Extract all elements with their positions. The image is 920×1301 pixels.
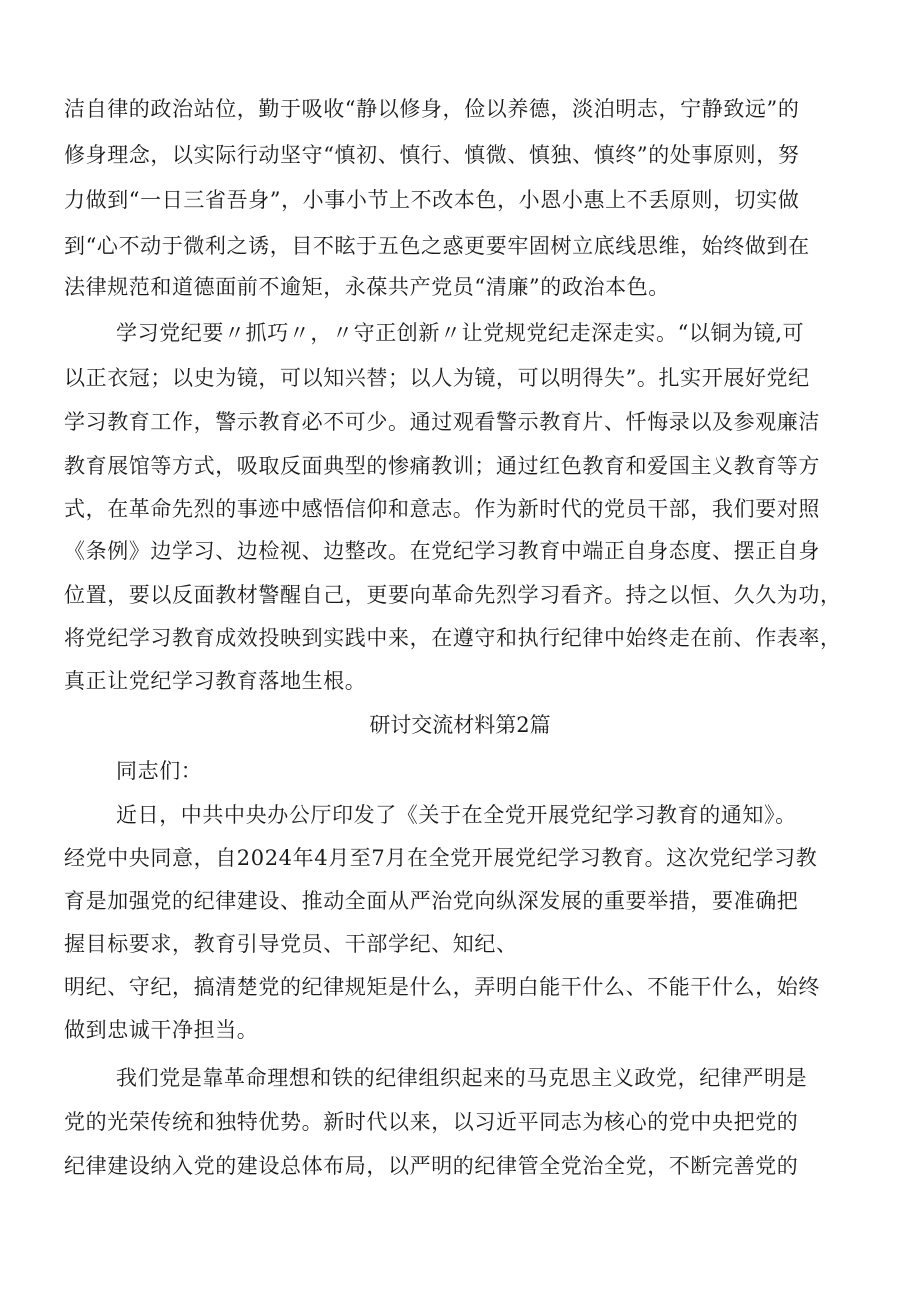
paragraph-2-line-7: 位置，要以反面教材警醒自己，更要向革命先烈学习看齐。持之以恒、久久为功， [64, 583, 842, 607]
paragraph-4-line-1: 我们党是靠革命理想和铁的纪律组织起来的马克思主义政党，纪律严明是 [116, 1066, 808, 1090]
paragraph-2-line-9: 真正让党纪学习教育落地生根。 [64, 669, 367, 693]
paragraph-3-line-5: 明纪、守纪，搞清楚党的纪律规矩是什么，弄明白能干什么、不能干什么，始终 [64, 975, 820, 999]
paragraph-2-line-8: 将党纪学习教育成效投映到实践中来，在遵守和执行纪律中始终走在前、作表率， [64, 626, 842, 650]
paragraph-2-line-3: 学习教育工作，警示教育必不可少。通过观看警示教育片、忏悔录以及参观廉洁 [64, 410, 820, 434]
paragraph-2-line-5: 式，在革命先烈的事迹中感悟信仰和意志。作为新时代的党员干部，我们要对照 [64, 497, 820, 521]
section-title: 研讨交流材料第2篇 [369, 713, 551, 737]
paragraph-1-line-5: 法律规范和道德面前不逾矩，永葆共产党员“清廉”的政治本色。 [64, 275, 670, 299]
paragraph-1-line-3: 力做到“一日三省吾身”，小事小节上不改本色，小恩小惠上不丢原则，切实做 [64, 188, 800, 212]
paragraph-3-line-2: 经党中央同意，自2024年4月至7月在全党开展党纪学习教育。这次党纪学习教 [64, 846, 818, 870]
paragraph-1-line-4: 到“心不动于微利之诱，目不眩于五色之惑更要牢固树立底线思维，始终做到在 [64, 234, 810, 258]
paragraph-3-line-4: 握目标要求，教育引导党员、干部学纪、知纪、 [64, 932, 518, 956]
paragraph-2-line-6: 《条例》边学习、边检视、边整改。在党纪学习教育中端正自身态度、摆正自身 [64, 539, 820, 563]
paragraph-4-line-3: 纪律建设纳入党的建设总体布局，以严明的纪律管全党治全党，不断完善党的 [64, 1154, 799, 1178]
paragraph-3-line-6: 做到忠诚干净担当。 [64, 1018, 259, 1042]
paragraph-2-line-1: 学习党纪要〃抓巧〃，〃守正创新〃让党规党纪走深走实。“以铜为镜,可 [116, 321, 805, 345]
paragraph-2-line-2: 以正衣冠；以史为镜，可以知兴替；以人为镜，可以明得失”。扎实开展好党纪 [64, 366, 810, 390]
paragraph-1-line-1: 洁自律的政治站位，勤于吸收“静以修身，俭以养德，淡泊明志，宁静致远”的 [64, 97, 800, 121]
paragraph-3-line-3: 育是加强党的纪律建设、推动全面从严治党向纵深发展的重要举措，要准确把 [64, 889, 799, 913]
paragraph-2-line-4: 教育展馆等方式，吸取反面典型的惨痛教训；通过红色教育和爱国主义教育等方 [64, 454, 820, 478]
paragraph-1-line-2: 修身理念，以实际行动坚守“慎初、慎行、慎微、慎独、慎终”的处事原则，努 [64, 143, 800, 167]
greeting: 同志们： [116, 759, 203, 783]
paragraph-4-line-2: 党的光荣传统和独特优势。新时代以来，以习近平同志为核心的党中央把党的 [64, 1110, 799, 1134]
paragraph-3-line-1: 近日，中共中央办公厅印发了《关于在全党开展党纪学习教育的通知》。 [116, 803, 797, 827]
